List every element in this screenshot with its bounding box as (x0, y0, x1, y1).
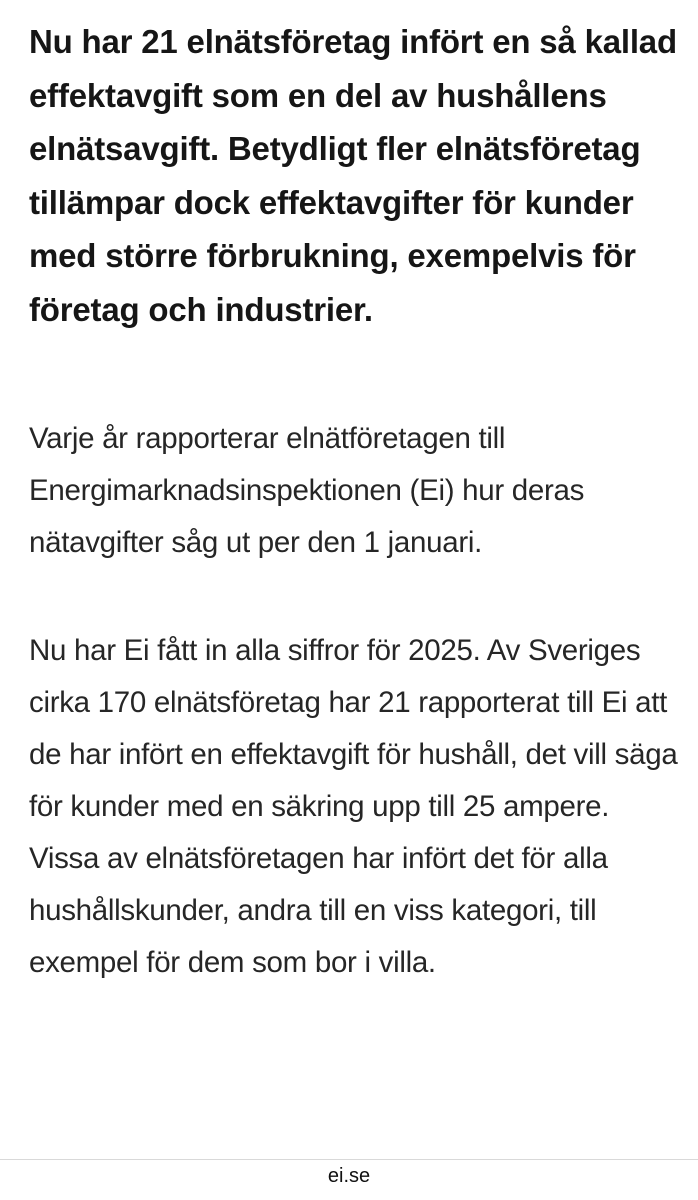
article-lead: Nu har 21 elnätsföretag infört en så kallad effektavgift som en del av hushållens elnätsavgift. Betydligt fler elnätsföretag tillämpar dock effektavgifter för kunder med större förbrukning, exempelvis för företag och industrier. (29, 23, 677, 328)
article-body (29, 0, 679, 989)
browser-address-bar[interactable] (0, 1159, 698, 1200)
site-domain[interactable]: ei.se (327, 1165, 371, 1187)
article-paragraph: Varje år rapporterar elnätföretagen till Energimarknadsinspektionen (Ei) hur deras nätavgifter såg ut per den 1 januari. (29, 422, 585, 559)
article-paragraph: Nu har Ei fått in alla siffror för 2025. Av Sveriges cirka 170 elnätsföretag har 21 rapporterat till Ei att de har infört en effektavgift för hushåll, det vill säga för kunder med en säkring upp till 25 ampere. Vissa av elnätsföretagen har infört det för alla hushållskunder, andra till en viss kategori, till exempel för dem som bor i villa. (29, 634, 678, 979)
